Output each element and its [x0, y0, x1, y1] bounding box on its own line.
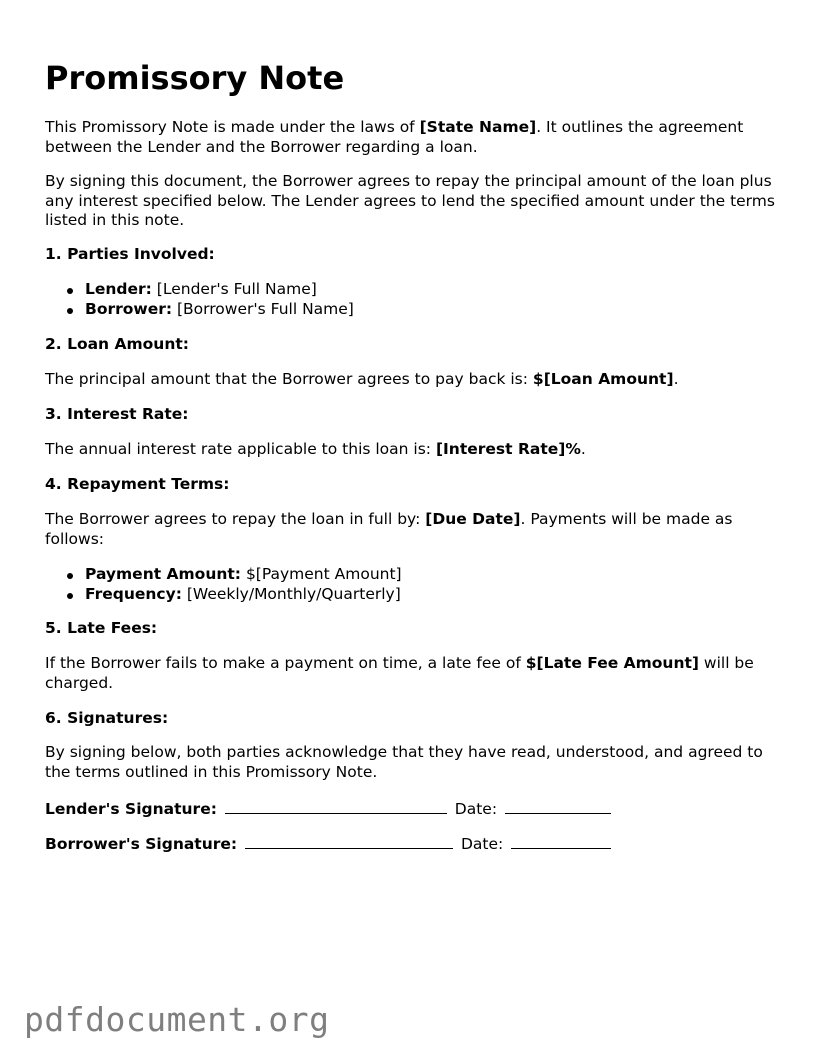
section-heading-late-fees: 5. Late Fees:: [45, 619, 158, 637]
loan-paragraph: [45, 370, 785, 390]
frequency-value: [Weekly/Monthly/Quarterly]: [181, 584, 401, 603]
watermark-text: pdfdocument.org: [24, 1000, 330, 1039]
lender-date-line[interactable]: [505, 798, 611, 814]
loan-text-end: .: [673, 370, 679, 388]
frequency-label: Frequency:: [85, 584, 182, 603]
intro-text-cont: . It outlines the agreement between the Lender and the Borrower regarding a loan.: [45, 118, 744, 156]
lender-label: Lender:: [85, 280, 152, 298]
lender-signature-label: Lender's Signature:: [45, 800, 217, 818]
lender-date-label: Date:: [454, 800, 498, 818]
payment-amount-label: Payment Amount:: [85, 565, 242, 583]
borrower-label: Borrower:: [85, 299, 173, 318]
borrower-date-line[interactable]: [511, 833, 611, 849]
signatures-paragraph: By signing below, both parties acknowledge that they have read, understood, and agreed to the terms outlined in this Promissory Note.: [45, 743, 763, 781]
intro-paragraph-2: By signing this document, the Borrower agrees to repay the principal amount of the loan plus any interest specified below. The Lender agrees to lend the specified amount under the terms listed in this note.: [45, 172, 775, 229]
repayment-text-end: . Payments will be made as follows:: [45, 510, 733, 548]
section-heading-parties: 1. Parties Involved:: [45, 245, 215, 263]
state-name-placeholder: [State Name]: [419, 118, 537, 136]
late-fees-paragraph: [45, 654, 785, 693]
borrower-date-label: Date:: [460, 835, 504, 853]
borrower-signature-row: [45, 833, 785, 855]
section-heading-loan: 2. Loan Amount:: [45, 335, 189, 353]
borrower-signature-line[interactable]: [245, 833, 453, 849]
borrower-signature-label: Borrower's Signature:: [45, 835, 238, 853]
list-item-payment-amount: [85, 565, 785, 585]
repayment-text: The Borrower agrees to repay the loan in full by:: [45, 510, 426, 528]
late-fee-placeholder: $[Late Fee Amount]: [525, 654, 699, 672]
section-heading-interest: 3. Interest Rate:: [45, 405, 189, 423]
repayment-paragraph: [45, 510, 785, 549]
late-fees-text: If the Borrower fails to make a payment on time, a late fee of: [45, 654, 526, 672]
parties-list: [45, 280, 785, 319]
list-item-borrower: [85, 300, 785, 320]
interest-rate-placeholder: [Interest Rate]%: [435, 440, 581, 458]
lender-signature-row: [45, 798, 785, 820]
list-item-lender: [85, 280, 785, 300]
section-heading-repayment: 4. Repayment Terms:: [45, 475, 230, 493]
borrower-value: [Borrower's Full Name]: [172, 299, 354, 318]
lender-value: [Lender's Full Name]: [151, 280, 317, 298]
late-fees-text-end: will be charged.: [45, 654, 754, 692]
document-title: Promissory Note: [45, 59, 345, 97]
interest-text: The annual interest rate applicable to this loan is:: [45, 440, 436, 458]
loan-text: The principal amount that the Borrower agrees to pay back is:: [45, 370, 533, 388]
lender-signature-line[interactable]: [225, 798, 447, 814]
due-date-placeholder: [Due Date]: [425, 510, 521, 528]
intro-text: This Promissory Note is made under the laws of: [45, 118, 420, 136]
interest-paragraph: [45, 440, 785, 460]
intro-paragraph-1: [45, 118, 785, 157]
section-heading-signatures: 6. Signatures:: [45, 709, 169, 727]
list-item-frequency: [85, 585, 785, 605]
interest-text-end: .: [580, 440, 586, 458]
loan-amount-placeholder: $[Loan Amount]: [532, 370, 674, 388]
payment-amount-value: $[Payment Amount]: [241, 565, 402, 583]
repayment-list: [45, 565, 785, 604]
